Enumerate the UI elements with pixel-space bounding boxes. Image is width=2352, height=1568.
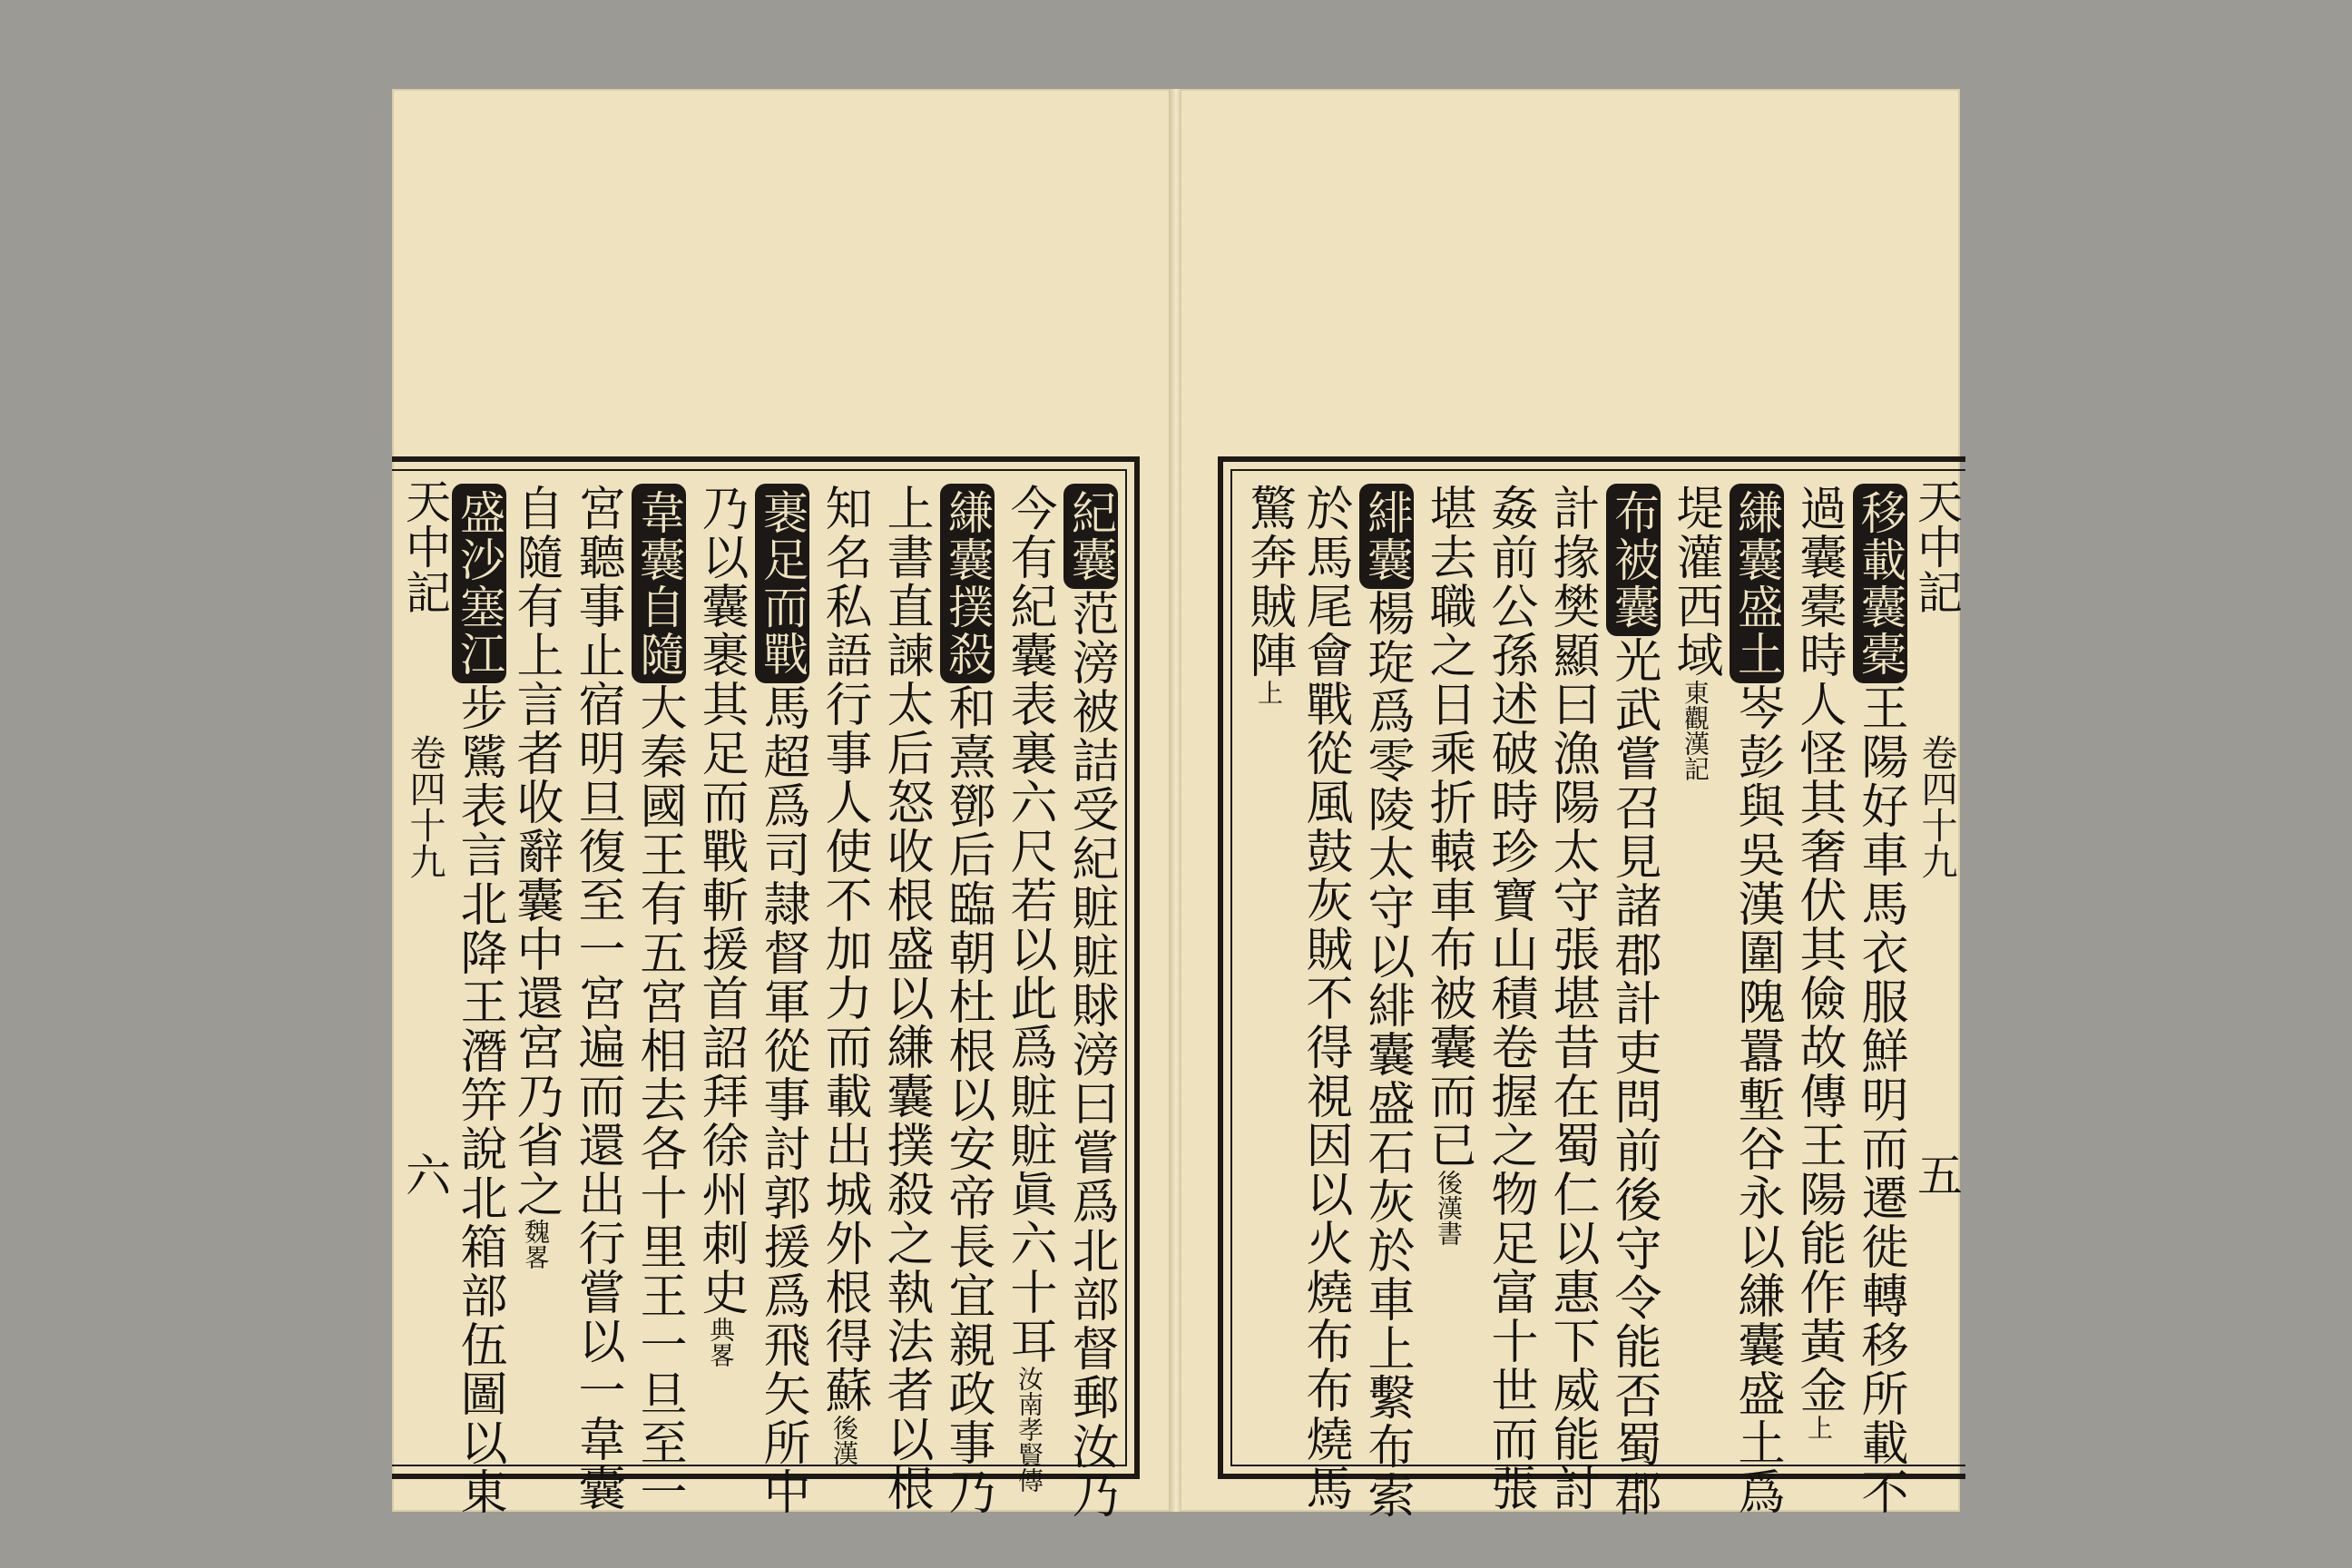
column-text: 楊琁爲零陵太守以緋囊盛石灰於車上繫布索 [1359,589,1414,1520]
right-col-2 [1791,484,1846,1440]
right-page [1180,89,1963,1520]
entry-heading: 縑囊撲殺 [940,484,995,683]
entry-heading: 盛沙塞江 [452,484,506,683]
left-margin-volume [394,734,452,879]
source-note: 魏畧 [521,1219,551,1269]
column-text: 宮聽事止宿明旦復至一宮遍而還出行嘗以一韋囊 [570,484,624,1513]
source-note: 上 [1254,680,1284,705]
right-page-frame [1218,456,1965,1520]
column-text: 驚奔賊陣 [1241,484,1296,680]
right-margin-page-number-text: 五 [1910,1152,1963,1197]
entry-heading: 裹足而戰 [755,484,809,683]
right-col-9 [1359,484,1414,1520]
right-col-10 [1298,484,1352,1513]
right-col-7 [1483,484,1537,1513]
left-col-11 [452,484,506,1516]
column-text: 姦前公孫述破時珍寶山積卷握之物足富十世而張 [1483,484,1537,1513]
source-note: 後漢 [829,1415,859,1465]
left-col-10 [508,484,563,1269]
left-page-frame [392,456,1140,1520]
column-text: 岑彭與吳漢圍隗囂塹谷永以縑囊盛土爲 [1730,683,1784,1516]
column-text: 光武嘗召見諸郡計吏問前後守令能否蜀郡 [1606,636,1661,1518]
source-note: 後漢書 [1434,1170,1464,1246]
source-note: 汝南孝賢傳 [1014,1366,1044,1493]
right-col-11 [1241,484,1296,705]
column-text: 知名私語行事人使不加力而載出城外根得蘇 [817,484,871,1415]
column-text: 和熹鄧后臨朝杜根以安帝長宜親政事乃 [940,683,995,1516]
left-margin-page-number-text: 六 [398,1152,451,1197]
right-margin-title [1906,478,1964,614]
source-note: 典畧 [706,1317,736,1367]
left-col-3 [940,484,995,1516]
column-text: 計掾樊顯曰漁陽太守張堪昔在蜀仁以惠下威能討 [1544,484,1599,1513]
source-note: 上 [1804,1415,1834,1440]
column-text: 范滂被詰受紀賍賍賕滂曰嘗爲北部督郵汝乃 [1063,589,1118,1520]
column-text: 自隨有上言者收辭囊中還宮乃省之 [508,484,563,1219]
left-margin-page-number [394,1152,452,1197]
right-col-4 [1668,484,1722,781]
left-margin-title-text: 天中記 [398,478,451,614]
entry-heading: 移載囊橐 [1853,484,1907,683]
right-margin-volume-text: 卷四十九 [1916,734,1957,879]
left-col-5 [817,484,871,1465]
entry-heading: 縑囊盛土 [1730,484,1784,683]
column-text: 大秦國王有五宮相去各十里王一旦至一 [632,683,686,1516]
right-col-6 [1544,484,1599,1513]
column-text: 王陽好車馬衣服鮮明而遷徙轉移所載不 [1853,683,1907,1516]
right-margin-page-number [1906,1152,1964,1197]
column-text: 上書直諫太后怒收根盛以縑囊撲殺之執法者以根 [878,484,933,1513]
right-col-3 [1730,484,1784,1516]
left-col-7 [693,484,748,1367]
right-col-1 [1853,484,1907,1516]
source-note: 東觀漢記 [1681,680,1710,781]
entry-heading: 布被囊 [1606,484,1661,636]
left-margin-volume-text: 卷四十九 [404,734,446,879]
left-col-4 [878,484,933,1513]
column-text: 今有紀囊表裏六尺若以此爲賍賍眞六十耳 [1002,484,1056,1366]
right-margin-volume [1906,734,1964,879]
column-text: 於馬尾會戰從風鼓灰賊不得視因以火燒布布燒馬 [1298,484,1352,1513]
column-text: 乃以囊裹其足而戰斬援首詔拜徐州刺史 [693,484,748,1317]
entry-heading: 緋囊 [1359,484,1414,589]
left-col-8 [632,484,686,1516]
right-margin-title-text: 天中記 [1910,478,1963,614]
left-col-6 [755,484,809,1516]
right-col-5 [1606,484,1661,1518]
entry-heading: 紀囊 [1063,484,1118,589]
left-margin-title [394,478,452,614]
left-col-1 [1063,484,1118,1520]
entry-heading: 韋囊自隨 [632,484,686,683]
column-text: 堤灌西域 [1668,484,1722,680]
left-page [392,89,1172,1520]
column-text: 步騭表言北降王潛笄說北箱部伍圖以東 [452,683,506,1516]
left-col-9 [570,484,624,1513]
column-text: 過囊橐時人怪其奢伏其儉故傳王陽能作黃金 [1791,484,1846,1415]
right-col-8 [1421,484,1475,1246]
column-text: 馬超爲司隷督軍從事討郭援爲飛矢所中 [755,683,809,1516]
column-text: 堪去職之日乘折轅車布被囊而已 [1421,484,1475,1170]
left-col-2 [1002,484,1056,1493]
